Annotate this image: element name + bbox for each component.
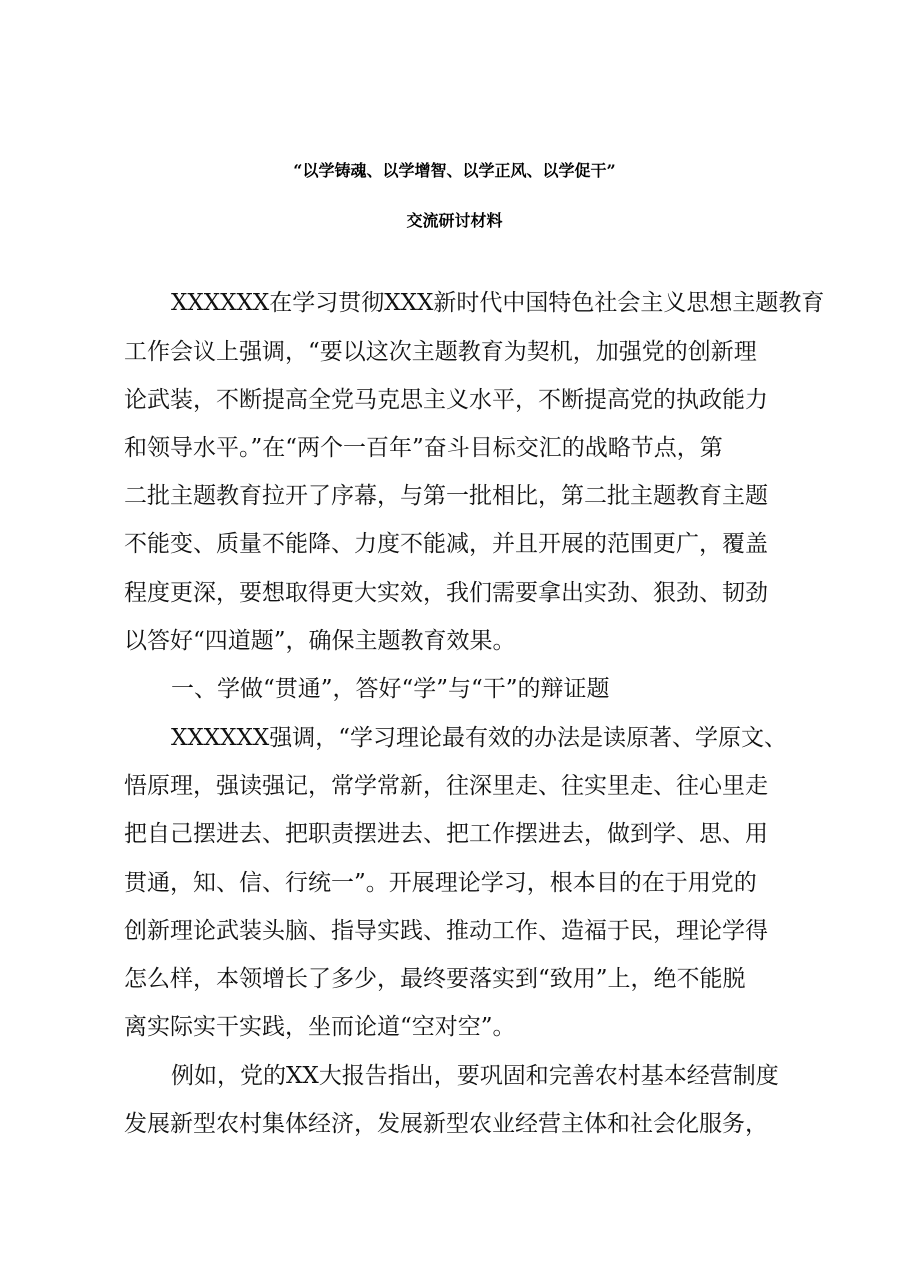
body-line: 工作会议上强调，“要以这次主题教育为契机，加强党的创新理 [124, 339, 757, 365]
body-line: XXXXXX在学习贯彻XXX新时代中国特色社会主义思想主题教育 [171, 290, 825, 316]
body-line: XXXXXX强调，“学习理论最有效的办法是读原著、学原文、 [171, 725, 788, 751]
body-line: 例如，党的XX大报告指出，要巩固和完善农村基本经营制度 [171, 1063, 779, 1089]
body-line: 二批主题教育拉开了序幕，与第一批相比，第二批主题教育主题 [124, 483, 768, 509]
body-line: 不能变、质量不能降、力度不能减，并且开展的范围更广，覆盖 [124, 531, 768, 557]
section-heading: 一、学做“贯通”，答好“学”与“干”的辩证题 [171, 676, 610, 702]
body-line: 贯通，知、信、行统一”。开展理论学习，根本目的在于用党的 [124, 870, 757, 896]
document-title-line-2: 交流研讨材料 [406, 211, 503, 230]
body-line: 离实际实干实践，坐而论道“空对空”。 [124, 1014, 516, 1040]
body-line: 悟原理，强读强记，常学常新，往深里走、往实里走、往心里走 [124, 773, 768, 799]
body-line: 把自己摆进去、把职责摆进去、把工作摆进去，做到学、思、用 [124, 821, 768, 847]
body-line: 以答好“四道题”，确保主题教育效果。 [124, 628, 516, 654]
body-line: 怎么样，本领增长了多少，最终要落实到“致用”上，绝不能脱 [124, 966, 746, 992]
body-line: 和领导水平。”在“两个一百年”奋斗目标交汇的战略节点，第 [124, 435, 723, 461]
document-title-line-1: “以学铸魂、以学增智、以学正风、以学促干” [293, 161, 616, 180]
body-line: 程度更深，要想取得更大实效，我们需要拿出实劲、狠劲、韧劲 [124, 580, 768, 606]
body-line: 论武装，不断提高全党马克思主义水平，不断提高党的执政能力 [124, 387, 768, 413]
body-line: 创新理论武装头脑、指导实践、推动工作、造福于民，理论学得 [124, 918, 768, 944]
body-line: 发展新型农村集体经济，发展新型农业经营主体和社会化服务， [124, 1111, 768, 1137]
